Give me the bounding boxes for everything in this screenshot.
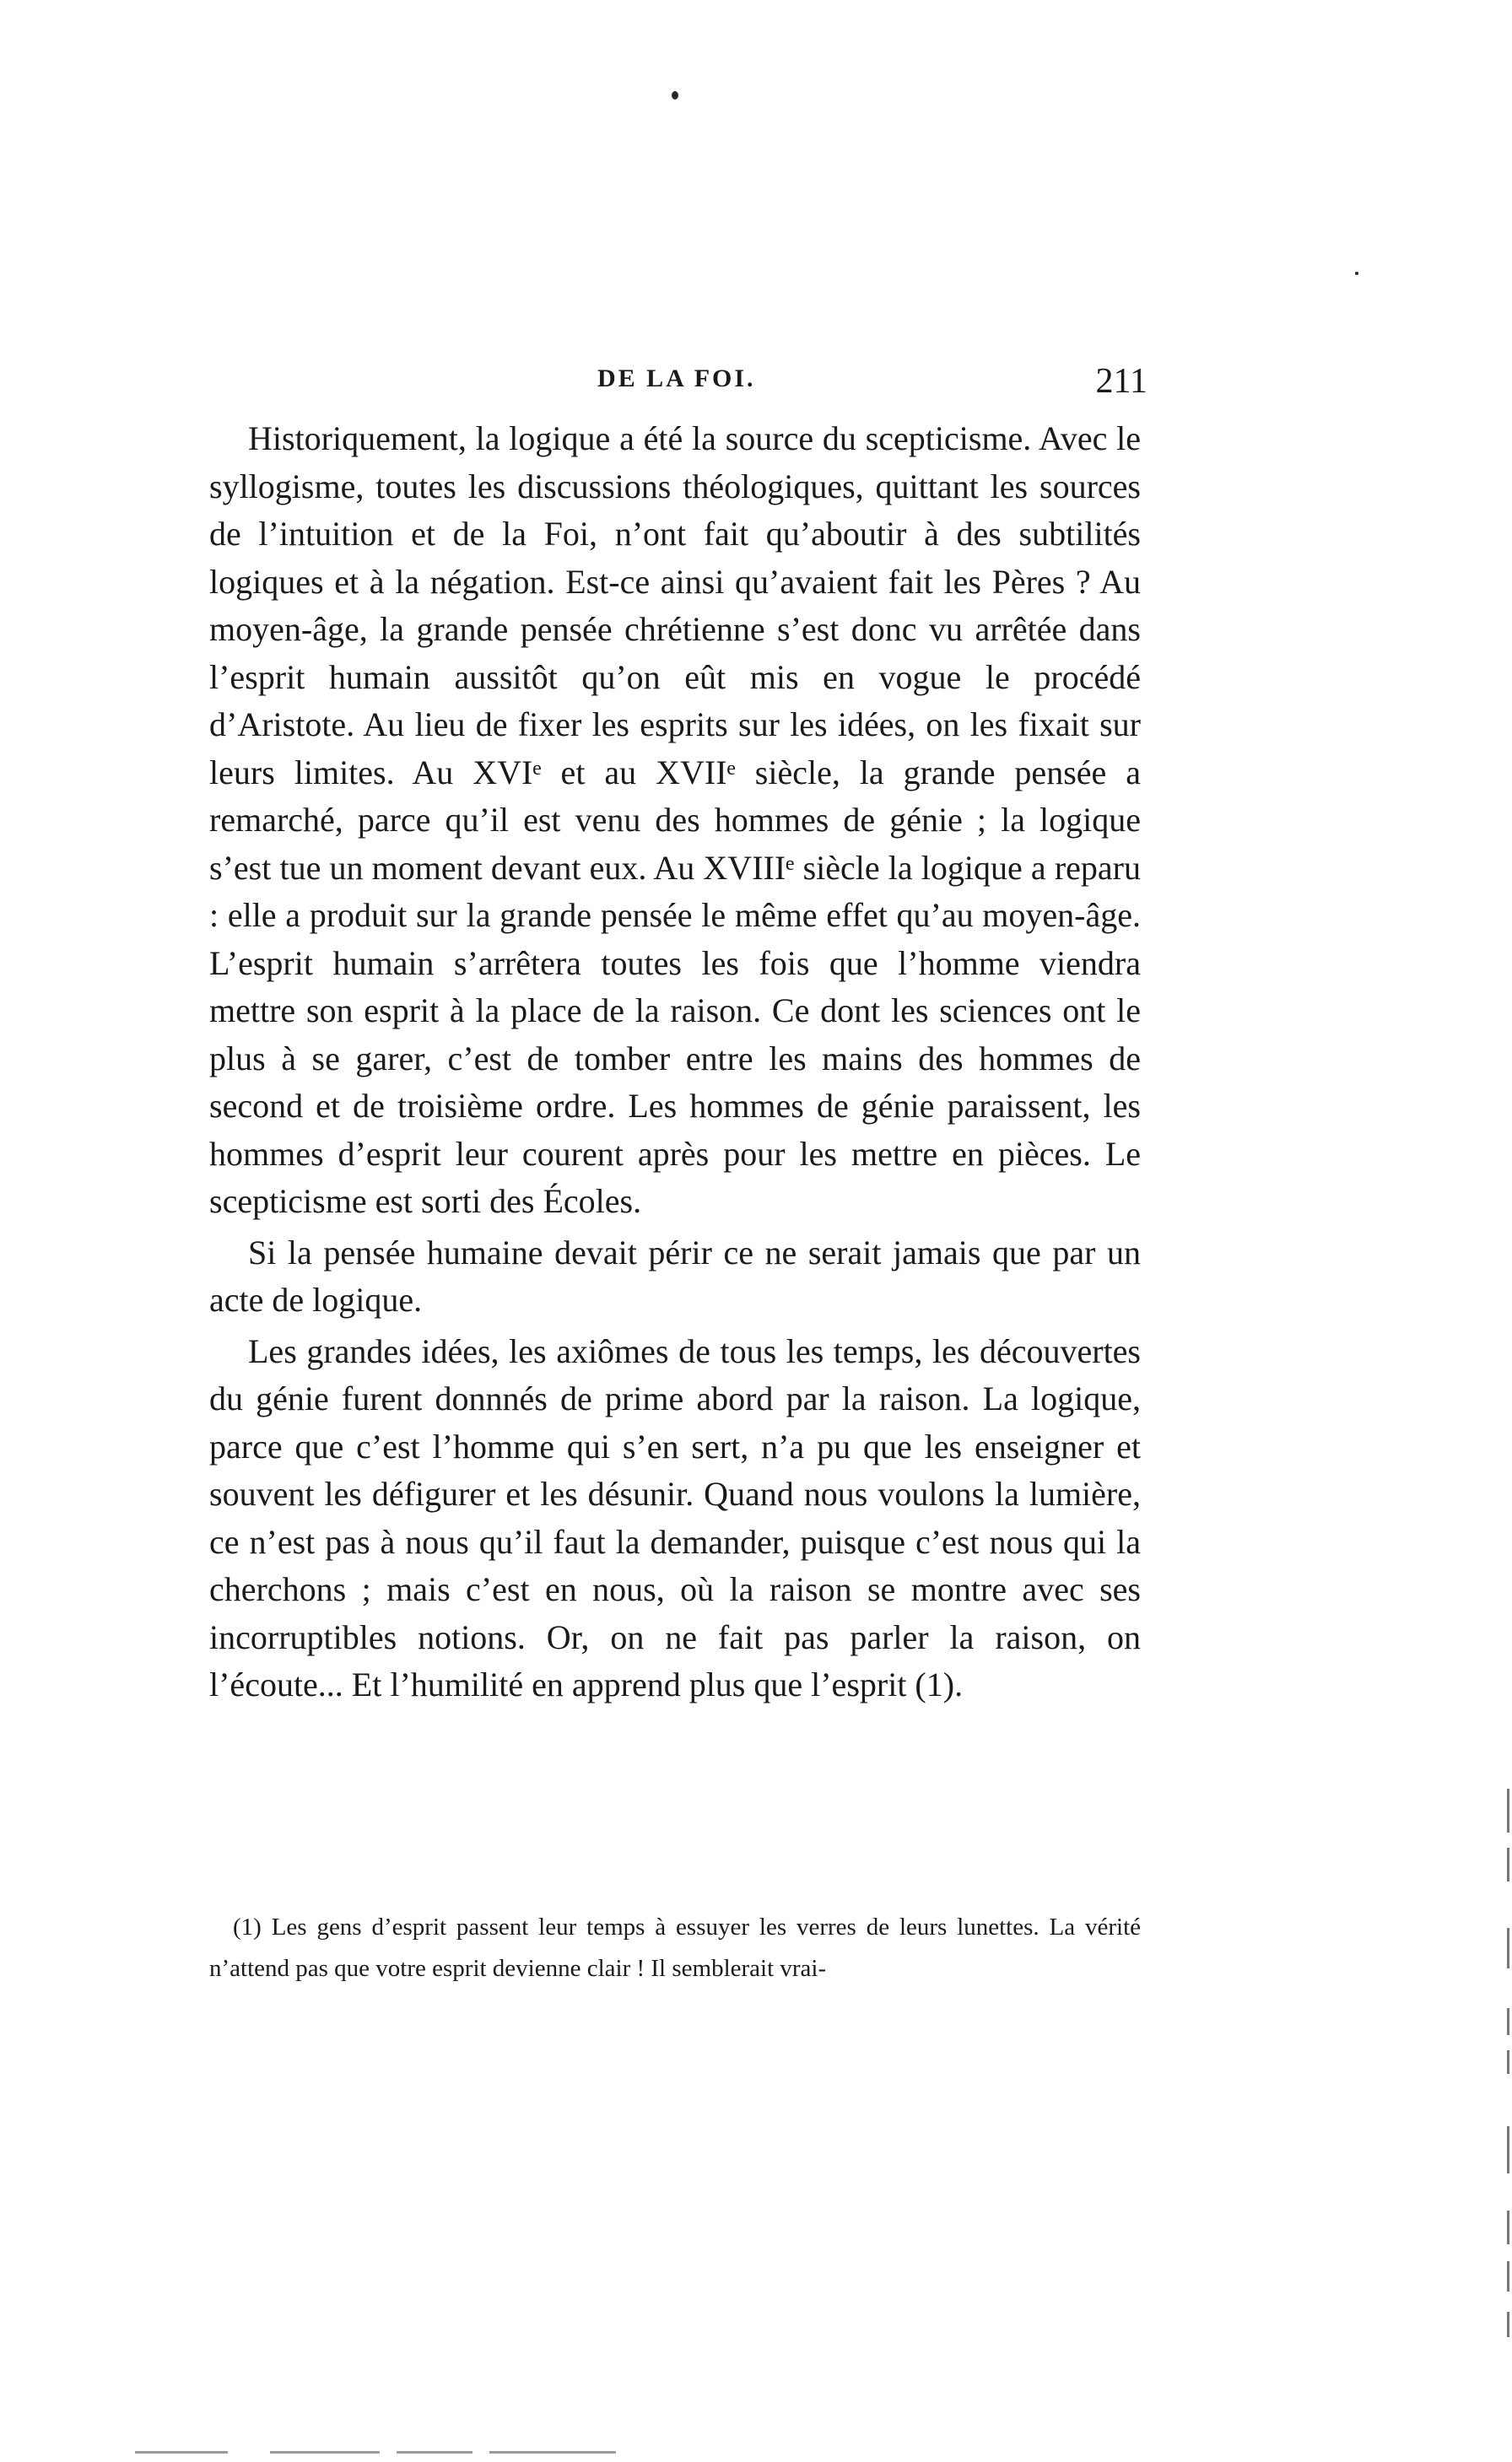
scan-margin-mark [1507,1848,1509,1882]
body-text [209,415,1141,1709]
running-head: DE LA FOI. [597,364,756,392]
scan-margin-mark [1507,2211,1509,2244]
scan-bottom-rule [135,2451,228,2454]
footnotes [209,1907,1141,1990]
footnote: (1) Les gens d’esprit passent leur temps à essuyer les verres de leurs lunettes. La vérité n’attend pas que votre esprit devienne clair ! Il semblerait vrai- [209,1914,1141,1982]
scan-margin-mark [1507,1789,1509,1833]
page-number: 211 [1095,362,1148,401]
paragraph: Historiquement, la logique a été la source du scepticisme. Avec le syllogisme, toutes les discussions théologiques, quittant les sources de l’intuition et de la Foi, n’ont fait qu’aboutir à des subtilités logiques et à la négation. Est-ce ainsi qu’avaient fait les Pères ? Au moyen-âge, la grande pensée chrétienne s’est donc vu arrêtée dans l’esprit humain aussitôt qu’on eût mis en vogue le procédé d’Aristote. Au lieu de fixer les esprits sur les idées, on les fixait sur leurs limites. Au XVIᵉ et au XVIIᵉ siècle, la grande pensée a remarché, parce qu’il est venu des hommes de génie ; la logique s’est tue un moment devant eux. Au XVIIIᵉ siècle la logique a reparu : elle a produit sur la grande pensée le même effet qu’au moyen-âge. L’esprit humain s’arrêtera toutes les fois que l’homme viendra mettre son esprit à la place de la raison. Ce dont les sciences ont le plus à se garer, c’est de tomber entre les mains des hommes de second et de troisième ordre. Les hommes de génie paraissent, les hommes d’esprit leur courent après pour les mettre en pièces. Le scepticisme est sorti des Écoles. [209,419,1141,1220]
scan-margin-mark [1507,2126,1509,2173]
scan-margin-mark [1507,2261,1509,2292]
scan-margin-mark [1507,2008,1509,2035]
paragraph: Les grandes idées, les axiômes de tous les temps, les découvertes du génie furent donnnés de prime abord par la raison. La logique, parce que c’est l’homme qui s’en sert, n’a pu que les enseigner et souvent les défigurer et les désunir. Quand nous voulons la lumière, ce n’est pas à nous qu’il faut la demander, puisque c’est nous qui la cherchons ; mais c’est en nous, où la raison se montre avec ses incorruptibles notions. Or, on ne fait pas parler la raison, on l’écoute... Et l’humilité en apprend plus que l’esprit (1). [209,1331,1141,1703]
scan-bottom-rule [270,2451,380,2454]
page-header [209,361,1148,412]
paragraph: Si la pensée humaine devait périr ce ne serait jamais que par un acte de logique. [209,1233,1141,1319]
scan-bottom-rule [489,2451,616,2454]
scan-bottom-rule [397,2451,472,2454]
ink-speck [1355,272,1358,275]
ink-speck [672,91,678,100]
scan-margin-mark [1507,1928,1509,1968]
scan-margin-mark [1507,2312,1509,2337]
scan-margin-mark [1507,2050,1509,2074]
